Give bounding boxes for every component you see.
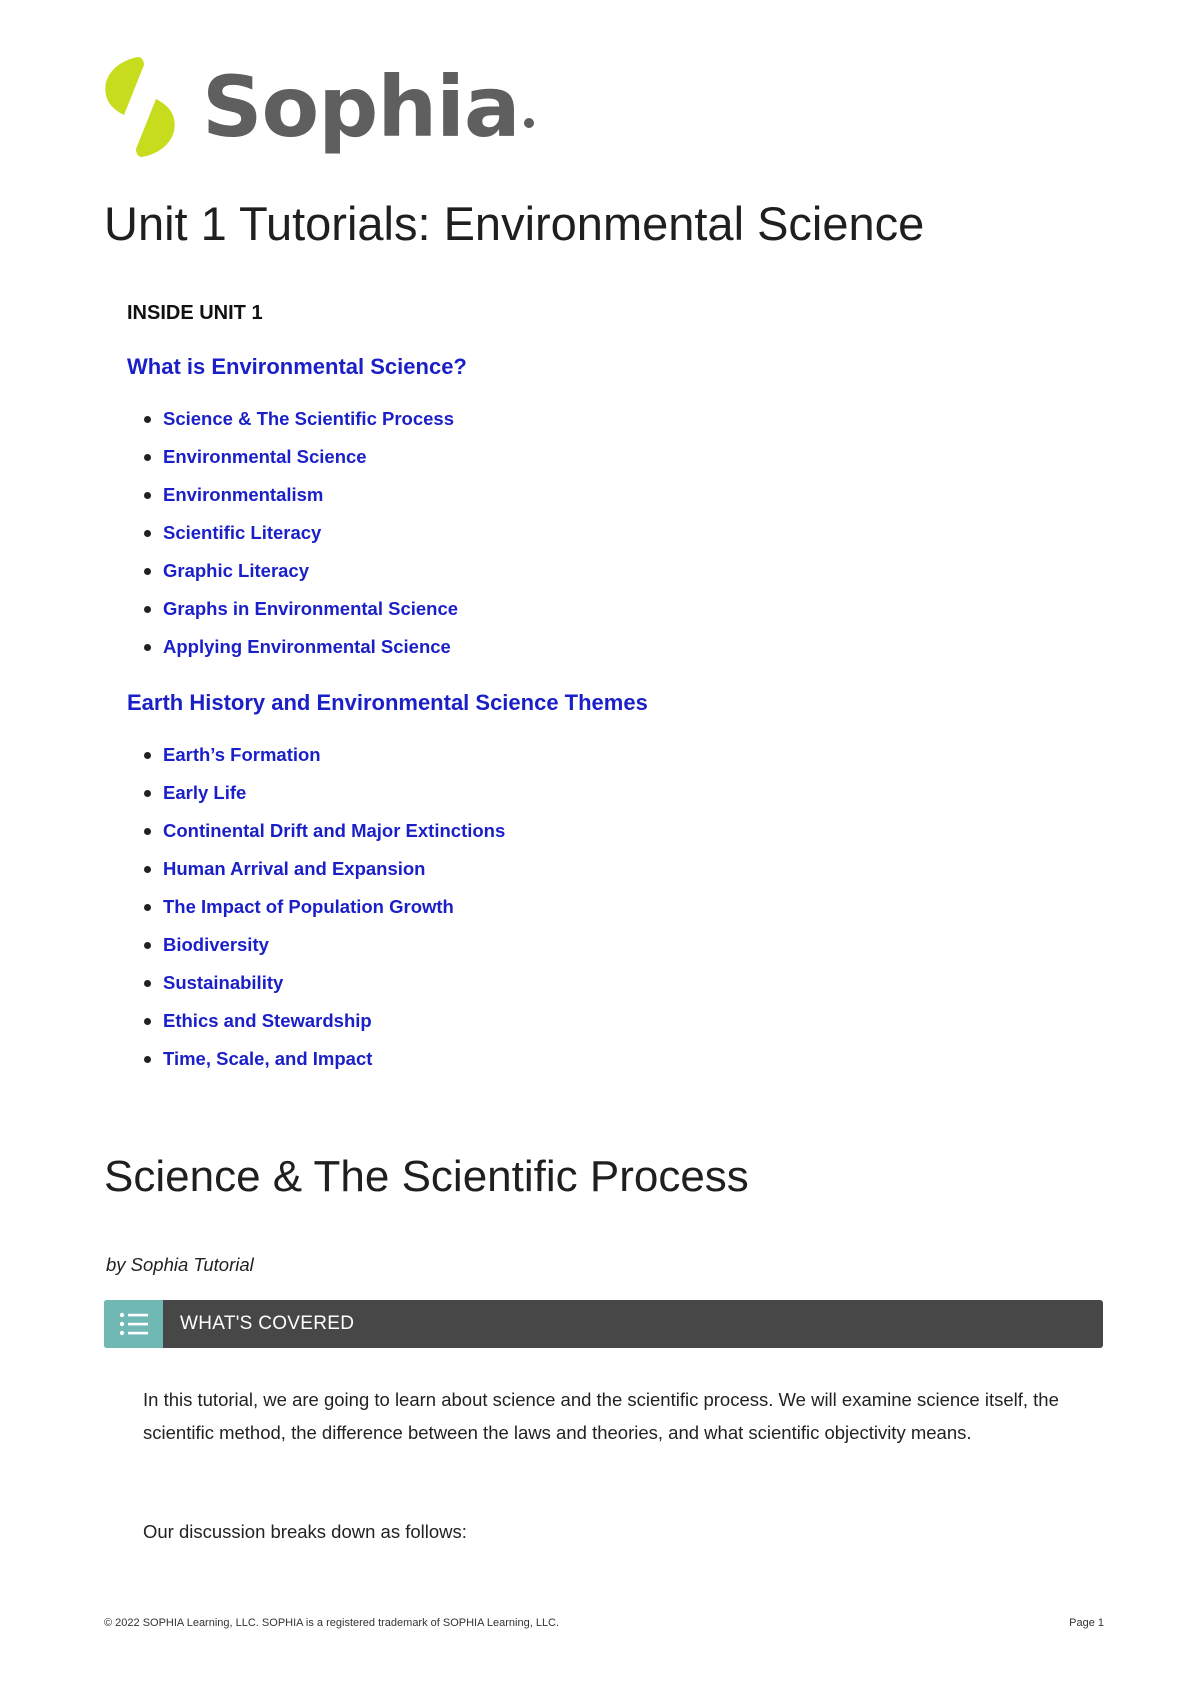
bullet-icon xyxy=(144,1018,151,1025)
topic-link-earths-formation[interactable]: Earth’s Formation xyxy=(144,736,505,774)
topic-link-graphic-literacy[interactable]: Graphic Literacy xyxy=(144,552,458,590)
discussion-paragraph: Our discussion breaks down as follows: xyxy=(143,1521,467,1542)
section-heading-earth-history[interactable]: Earth History and Environmental Science Themes xyxy=(127,690,648,715)
topic-list-section-1 xyxy=(144,400,458,666)
covered-icon-box xyxy=(104,1300,163,1348)
topic-list-section-2 xyxy=(144,736,505,1078)
topic-link-graphs-in-environmental-science[interactable]: Graphs in Environmental Science xyxy=(144,590,458,628)
wordmark-dot xyxy=(524,118,534,128)
sophia-wordmark: Sophia xyxy=(202,65,534,149)
intro-paragraph: In this tutorial, we are going to learn about science and the scientific process. We will examine science itself, the scientific method, the difference between the laws and theories, and what scientific objectivity means. xyxy=(143,1389,1059,1443)
topic-link-scientific-literacy[interactable]: Scientific Literacy xyxy=(144,514,458,552)
bullet-icon xyxy=(144,568,151,575)
bullet-icon xyxy=(144,790,151,797)
sophia-s-mark-icon xyxy=(100,55,180,159)
bullet-icon xyxy=(144,904,151,911)
inside-unit-label: INSIDE UNIT 1 xyxy=(127,302,263,324)
section-heading-what-is-environmental-science[interactable]: What is Environmental Science? xyxy=(127,354,467,379)
topic-link-sustainability[interactable]: Sustainability xyxy=(144,964,505,1002)
bullet-icon xyxy=(144,416,151,423)
bullet-icon xyxy=(144,828,151,835)
tutorial-byline: by Sophia Tutorial xyxy=(106,1254,254,1275)
topic-link-early-life[interactable]: Early Life xyxy=(144,774,505,812)
sophia-logo xyxy=(100,52,534,162)
bullet-icon xyxy=(144,454,151,461)
topic-link-environmentalism[interactable]: Environmentalism xyxy=(144,476,458,514)
bullet-icon xyxy=(144,980,151,987)
topic-link-ethics-stewardship[interactable]: Ethics and Stewardship xyxy=(144,1002,505,1040)
bullet-icon xyxy=(144,530,151,537)
footer-copyright: © 2022 SOPHIA Learning, LLC. SOPHIA is a registered trademark of SOPHIA Learning, LLC. xyxy=(104,1617,560,1629)
tutorial-title: Science & The Scientific Process xyxy=(104,1152,749,1201)
unit-title: Unit 1 Tutorials: Environmental Science xyxy=(104,197,925,250)
topic-link-human-arrival[interactable]: Human Arrival and Expansion xyxy=(144,850,505,888)
list-icon xyxy=(119,1311,149,1337)
bullet-icon xyxy=(144,752,151,759)
bullet-icon xyxy=(144,606,151,613)
whats-covered-bar xyxy=(104,1300,1103,1348)
topic-link-biodiversity[interactable]: Biodiversity xyxy=(144,926,505,964)
topic-link-time-scale-impact[interactable]: Time, Scale, and Impact xyxy=(144,1040,505,1078)
topic-link-applying-environmental-science[interactable]: Applying Environmental Science xyxy=(144,628,458,666)
bullet-icon xyxy=(144,644,151,651)
bullet-icon xyxy=(144,1056,151,1063)
whats-covered-label: WHAT'S COVERED xyxy=(180,1313,355,1334)
topic-link-environmental-science[interactable]: Environmental Science xyxy=(144,438,458,476)
topic-link-population-growth[interactable]: The Impact of Population Growth xyxy=(144,888,505,926)
topic-link-science-scientific-process[interactable]: Science & The Scientific Process xyxy=(144,400,458,438)
topic-link-continental-drift[interactable]: Continental Drift and Major Extinctions xyxy=(144,812,505,850)
bullet-icon xyxy=(144,492,151,499)
bullet-icon xyxy=(144,942,151,949)
bullet-icon xyxy=(144,866,151,873)
footer-page-number: Page 1 xyxy=(1069,1617,1104,1629)
